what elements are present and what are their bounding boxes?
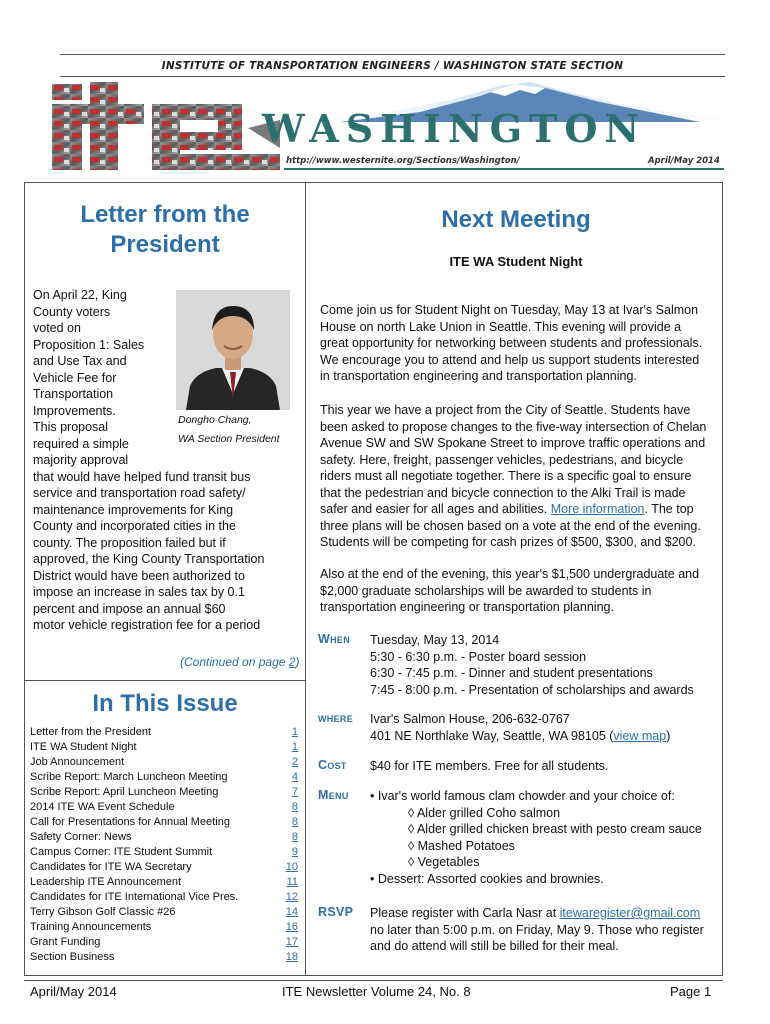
ite-logo-graphic xyxy=(52,82,280,172)
letter-line: On April 22, King xyxy=(33,288,127,302)
cost-label: Cost xyxy=(318,758,347,772)
toc-page-link[interactable]: 8 xyxy=(291,831,298,843)
where-text: 401 NE Northlake Way, Seattle, WA 98105 ( xyxy=(370,728,614,743)
para-line: This year we have a project from the City of Seattle. Students have xyxy=(320,403,691,417)
toc-item[interactable] xyxy=(30,950,298,965)
para-line: three plans will be chosen based on a vote at the end of the evening. xyxy=(320,518,701,533)
rsvp-line: no later than 5:00 p.m. on Friday, May 9. Those who register xyxy=(370,922,704,937)
letter-line: approved, the King County Transportation xyxy=(33,552,265,566)
para-line xyxy=(320,501,715,518)
toc-heading: In This Issue xyxy=(92,690,238,717)
para-line: Come join us for Student Night on Tuesday, May 13 at Ivar's Salmon xyxy=(320,303,699,317)
toc-title: Grant Funding xyxy=(30,936,101,948)
rsvp-details xyxy=(370,905,704,955)
letter-line: impose an increase in sales tax by 0.1 xyxy=(33,585,245,599)
toc-title: ITE WA Student Night xyxy=(30,741,137,753)
menu-option: ◊ Vegetables xyxy=(408,855,480,869)
toc-item[interactable] xyxy=(30,920,298,935)
toc-page-link[interactable]: 1 xyxy=(291,726,298,738)
footer-volume: ITE Newsletter Volume 24, No. 8 xyxy=(282,984,471,999)
toc-item[interactable] xyxy=(30,875,298,890)
left-column-separator xyxy=(24,680,306,681)
when-line: 5:30 - 6:30 p.m. - Poster board session xyxy=(370,649,587,664)
header-mid-rule xyxy=(60,76,725,77)
rsvp-email-link[interactable]: itewaregister@gmail.com xyxy=(559,906,701,920)
header-bottom-rule xyxy=(284,168,724,170)
meeting-paragraph-1 xyxy=(320,302,715,385)
letter-line: and Use Tax and xyxy=(33,354,127,368)
toc-page-link[interactable]: 8 xyxy=(291,816,298,828)
letter-line: service and transportation road safety/ xyxy=(33,486,246,500)
washington-wordmark: WASHINGTON xyxy=(262,106,647,151)
para-line: Also at the end of the evening, this year's $1,500 undergraduate and xyxy=(320,567,700,581)
rsvp-label: RSVP xyxy=(318,905,354,919)
menu-line: • Dessert: Assorted cookies and brownies. xyxy=(370,871,604,886)
continued-note xyxy=(180,655,299,669)
column-divider xyxy=(305,182,306,976)
letter-line: majority approval xyxy=(33,453,129,467)
toc-page-link[interactable]: 10 xyxy=(285,861,298,873)
toc-item[interactable] xyxy=(30,755,298,770)
toc-page-link[interactable]: 9 xyxy=(291,846,298,858)
letter-line: maintenance improvements for King xyxy=(33,502,234,517)
para-line: We encourage you to attend and help us support students interested xyxy=(320,352,700,367)
where-details xyxy=(370,711,670,744)
letter-line: This proposal xyxy=(33,420,109,434)
toc-item[interactable] xyxy=(30,785,298,800)
toc-title: Training Announcements xyxy=(30,921,152,933)
rsvp-line xyxy=(370,905,704,922)
letter-heading xyxy=(30,200,300,260)
letter-line: voted on xyxy=(33,321,81,335)
when-line: Tuesday, May 13, 2014 xyxy=(370,633,500,647)
letter-line: required a simple xyxy=(33,436,129,451)
toc-item[interactable] xyxy=(30,890,298,905)
where-line: Ivar's Salmon House, 206-632-0767 xyxy=(370,712,570,726)
para-line: Students will be competing for cash prizes of $500, $300, and $200. xyxy=(320,535,696,549)
toc-title: 2014 ITE WA Event Schedule xyxy=(30,801,175,813)
issue-date: April/May 2014 xyxy=(648,156,720,166)
para-line: been asked to propose changes to the five-way intersection of Chelan xyxy=(320,419,707,434)
letter-line: Improvements. xyxy=(33,403,116,418)
header-top-rule xyxy=(60,54,725,55)
letter-line: Proposition 1: Sales xyxy=(33,337,145,352)
toc-title: Terry Gibson Golf Classic #26 xyxy=(30,906,176,918)
letter-line: Vehicle Fee for xyxy=(33,370,117,385)
para-line: great opportunity for networking between students and professionals. xyxy=(320,336,703,350)
para-text: safer and easier for all ages and abilities. xyxy=(320,502,551,516)
footer-rule xyxy=(24,980,723,981)
toc-title: Section Business xyxy=(30,951,115,963)
toc-item[interactable] xyxy=(30,935,298,950)
toc-page-link[interactable]: 11 xyxy=(286,876,298,888)
toc-title: Scribe Report: March Luncheon Meeting xyxy=(30,771,228,783)
letter-heading-line1: Letter from the xyxy=(80,201,250,228)
menu-line: • Ivar's world famous clam chowder and your choice of: xyxy=(370,789,675,803)
menu-option: ◊ Alder grilled Coho salmon xyxy=(408,805,561,820)
letter-line: motor vehicle registration fee for a period xyxy=(33,618,261,632)
toc-item[interactable] xyxy=(30,800,298,815)
continued-suffix: ) xyxy=(295,655,300,669)
toc-page-link[interactable]: 4 xyxy=(291,771,298,783)
letter-line: percent and impose an annual $60 xyxy=(33,601,226,616)
letter-line: Transportation xyxy=(33,387,114,401)
toc-page-link[interactable]: 17 xyxy=(285,936,298,948)
para-line: House on north Lake Union in Seattle. This evening will provide a xyxy=(320,319,682,334)
toc-title: Letter from the President xyxy=(30,726,152,738)
toc-page-link[interactable]: 18 xyxy=(285,951,298,963)
meeting-heading: Next Meeting xyxy=(441,206,591,233)
para-line: in transportation engineering and transportation planning. xyxy=(320,369,637,383)
more-information-link[interactable]: More information xyxy=(550,502,645,516)
para-line: safety. Here, freight, passenger vehicles, pedestrians, and bicycle xyxy=(320,452,684,467)
table-of-contents xyxy=(30,725,298,965)
letter-line: county. The proposition failed but if xyxy=(33,535,226,550)
website-url[interactable]: http://www.westernite.org/Sections/Washington/ xyxy=(286,156,520,166)
when-line: 6:30 - 7:45 p.m. - Dinner and student presentations xyxy=(370,666,653,680)
toc-title: Candidates for ITE International Vice Pres. xyxy=(30,891,239,903)
when-details xyxy=(370,632,694,698)
when-line: 7:45 - 8:00 p.m. - Presentation of scholarships and awards xyxy=(370,682,694,697)
footer-date: April/May 2014 xyxy=(30,984,117,999)
toc-item[interactable] xyxy=(30,740,298,755)
para-line: riders must all negotiate together. There is a specific goal to ensure xyxy=(320,469,692,483)
footer-page: Page 1 xyxy=(670,984,712,999)
continued-prefix: (Continued on page xyxy=(180,655,289,669)
toc-page-link[interactable]: 8 xyxy=(291,801,298,813)
toc-item[interactable] xyxy=(30,725,298,740)
letter-heading-line2: President xyxy=(110,231,220,258)
menu-option: ◊ Alder grilled chicken breast with pesto cream sauce xyxy=(408,822,702,836)
toc-item[interactable] xyxy=(30,770,298,785)
para-line: Avenue SW and SW Spokane Street to improve traffic operations and xyxy=(320,436,706,450)
toc-title: Campus Corner: ITE Student Summit xyxy=(30,846,213,858)
rsvp-text: Please register with Carla Nasr at xyxy=(370,906,560,920)
ite-logo xyxy=(52,82,280,172)
meeting-subheading: ITE WA Student Night xyxy=(449,254,583,269)
photo-caption-name: Dongho Chang, xyxy=(178,414,252,426)
toc-title: Job Announcement xyxy=(30,756,125,768)
toc-page-link[interactable]: 2 xyxy=(291,756,298,768)
menu-details xyxy=(370,788,702,887)
toc-title: Safety Corner: News xyxy=(30,831,132,843)
para-line: transportation engineering or transportation planning. xyxy=(320,600,614,614)
toc-title: Candidates for ITE WA Secretary xyxy=(30,861,192,873)
when-label: When xyxy=(318,632,350,646)
where-label: where xyxy=(318,711,353,725)
where-text: ) xyxy=(666,728,671,743)
toc-title: Leadership ITE Announcement xyxy=(30,876,182,888)
toc-item[interactable] xyxy=(30,815,298,830)
meeting-paragraph-3 xyxy=(320,566,715,616)
toc-title: Call for Presentations for Annual Meeting xyxy=(30,816,230,828)
letter-line: District would have been authorized to xyxy=(33,568,245,583)
para-line: $2,000 graduate scholarships will be awarded to students in xyxy=(320,583,652,598)
toc-page-link[interactable]: 12 xyxy=(285,891,298,903)
where-line xyxy=(370,728,670,745)
toc-item[interactable] xyxy=(30,845,298,860)
letter-line: County voters xyxy=(33,304,111,319)
toc-title: Scribe Report: April Luncheon Meeting xyxy=(30,786,219,798)
letter-line: that would have helped fund transit bus xyxy=(33,469,251,484)
letter-line: County and incorporated cities in the xyxy=(33,519,236,533)
president-photo xyxy=(176,290,290,410)
continued-page-link[interactable]: 2 xyxy=(288,655,296,669)
toc-page-link[interactable]: 16 xyxy=(285,921,298,933)
menu-label: Menu xyxy=(318,788,349,802)
toc-page-link[interactable]: 1 xyxy=(291,741,298,753)
toc-page-link[interactable]: 7 xyxy=(291,786,298,798)
cost-text: $40 for ITE members. Free for all students. xyxy=(370,759,609,773)
menu-option: ◊ Mashed Potatoes xyxy=(408,838,515,853)
photo-caption-title: WA Section President xyxy=(178,433,280,445)
para-text: . The top xyxy=(644,502,694,516)
para-line: that the pedestrian and bicycle connection to the Alki Trail is made xyxy=(320,485,686,500)
toc-item[interactable] xyxy=(30,830,298,845)
meeting-paragraph-2 xyxy=(320,402,715,551)
toc-item[interactable] xyxy=(30,860,298,875)
toc-page-link[interactable]: 14 xyxy=(285,906,298,918)
view-map-link[interactable]: view map xyxy=(613,728,667,743)
toc-item[interactable] xyxy=(30,905,298,920)
org-title: INSTITUTE OF TRANSPORTATION ENGINEERS / WASHINGTON STATE SECTION xyxy=(161,60,624,72)
rsvp-line: and do attend will still be billed for their meal. xyxy=(370,939,619,953)
